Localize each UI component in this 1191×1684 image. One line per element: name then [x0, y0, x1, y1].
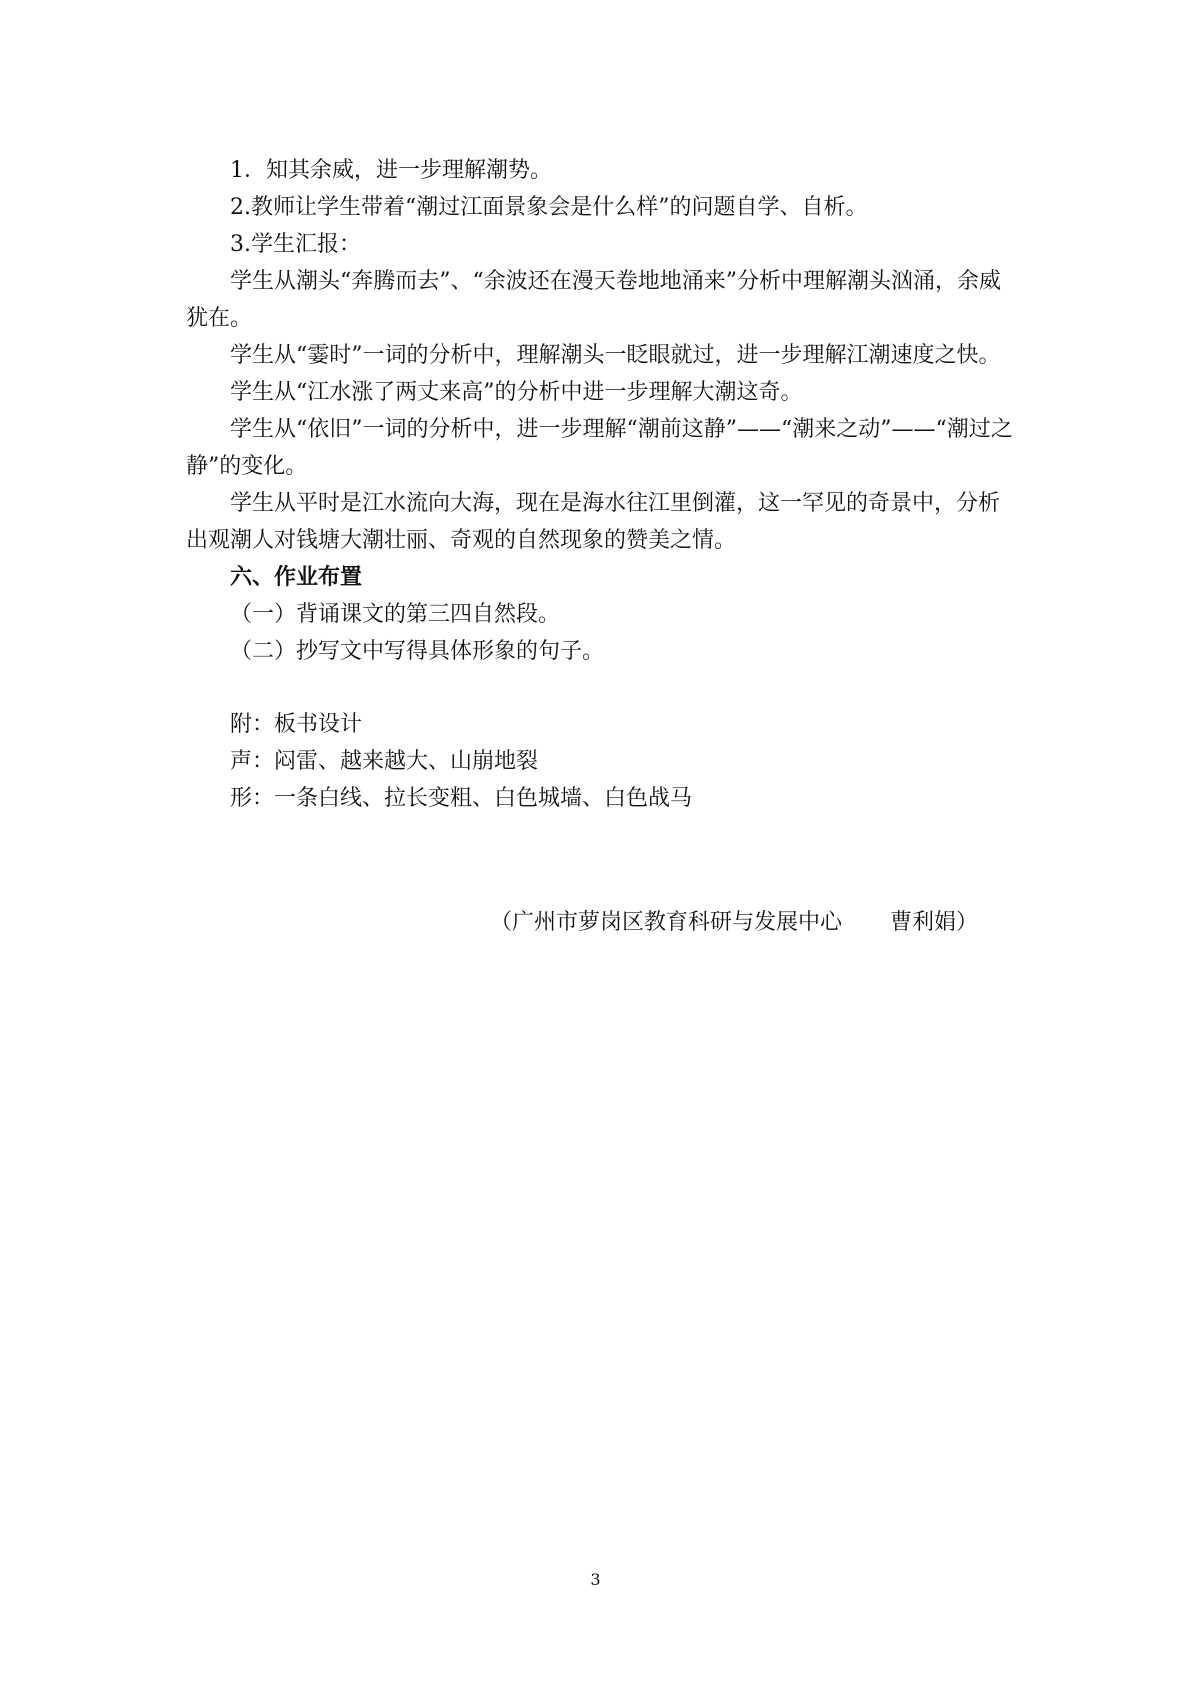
- paragraph-2: 2.教师让学生带着“潮过江面景象会是什么样”的问题自学、自析。: [230, 195, 868, 220]
- board-title: 附：板书设计: [230, 712, 363, 737]
- spacer: [186, 670, 1016, 706]
- paragraph-4: 学生从潮头“奔腾而去”、“余波还在漫天卷地地涌来”分析中理解潮头汹涌，余威犹在。: [186, 269, 1001, 331]
- author-signature: [490, 905, 978, 936]
- paragraph-1: 1．知其余威，进一步理解潮势。: [230, 158, 552, 183]
- board-shape: 形：一条白线、拉长变粗、白色城墙、白色战马: [230, 786, 693, 811]
- section-heading-homework: 六、作业布置: [230, 564, 363, 590]
- paragraph-3: 3.学生汇报：: [230, 232, 361, 257]
- paragraph-5: 学生从“霎时”一词的分析中，理解潮头一眨眼就过，进一步理解江潮速度之快。: [230, 343, 1001, 368]
- author-organization: （广州市萝岗区教育科研与发展中心: [490, 910, 843, 935]
- page-number: 3: [590, 1570, 601, 1589]
- board-sound: 声：闷雷、越来越大、山崩地裂: [230, 749, 539, 774]
- paragraph-7: 学生从“依旧”一词的分析中，进一步理解“潮前这静”——“潮来之动”——“潮过之静”的变化。: [186, 417, 1013, 479]
- homework-item-2: （二）抄写文中写得具体形象的句子。: [230, 639, 605, 664]
- document-body: [186, 152, 1016, 817]
- author-name: 曹利娟）: [890, 910, 979, 935]
- paragraph-8: 学生从平时是江水流向大海，现在是海水往江里倒灌，这一罕见的奇景中，分析出观潮人对钱塘大潮壮丽、奇观的自然现象的赞美之情。: [186, 491, 1001, 553]
- paragraph-6: 学生从“江水涨了两丈来高”的分析中进一步理解大潮这奇。: [230, 380, 803, 405]
- homework-item-1: （一）背诵课文的第三四自然段。: [230, 602, 561, 627]
